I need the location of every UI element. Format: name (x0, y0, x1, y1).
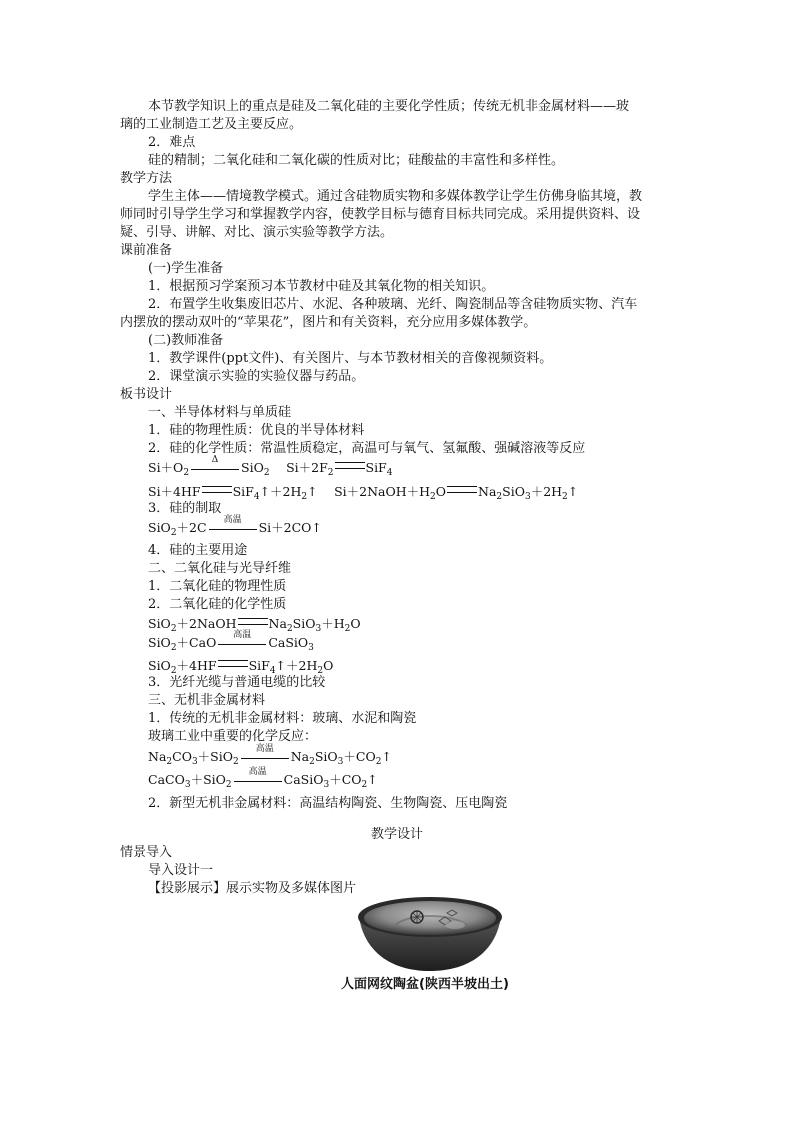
text-line: 【投影展示】展示实物及多媒体图片 (148, 881, 357, 896)
equation-sio2-naoh: SiO$_2$＋2NaOH $Na_2SiO_3+H_2O$ (148, 616, 361, 634)
text-line: 3．硅的制取 (148, 501, 222, 516)
photo-caption: 人面网纹陶盆(陕西半坡出土) (341, 977, 509, 992)
pottery-bowl-photo (355, 895, 505, 973)
text-line: 师同时引导学生学习和掌握教学内容，使教学目标与德育目标共同完成。采用提供资料、设 (120, 207, 641, 222)
condition-heat: Δ (191, 459, 239, 473)
condition-high-temp: 高温 (234, 771, 282, 785)
text-line: 2．新型无机非金属材料：高温结构陶瓷、生物陶瓷、压电陶瓷 (148, 796, 508, 811)
equation-sio2-cao: SiO$_2$＋CaO 高温 CaSiO$_3$ (148, 630, 314, 653)
text-line: 三、无机非金属材料 (148, 693, 266, 708)
text-line: 1．传统的无机非金属材料：玻璃、水泥和陶瓷 (148, 711, 417, 726)
text-line: 璃的工业制造工艺及主要反应。 (120, 117, 303, 132)
text-line: 4．硅的主要用途 (148, 543, 248, 558)
condition-high-temp: 高温 (209, 519, 257, 533)
section-heading: 课前准备 (120, 243, 173, 258)
text-line: 本节教学知识上的重点是硅及二氧化硅的主要化学性质；传统无机非金属材料——玻 (148, 99, 630, 114)
equation-glass-na2co3: $Na_2CO_3+SiO_2$ 高温 $Na_2SiO_3+CO_2↑$ (148, 744, 392, 767)
equation-si-production: SiO$_2$＋2C 高温 Si＋2CO↑ (148, 515, 322, 538)
text-line: 2．硅的化学性质：常温性质稳定，高温可与氧气、氢氟酸、强碱溶液等反应 (148, 441, 586, 456)
text-line: 内摆放的摆动双叶的“苹果花”，图片和有关资料，充分应用多媒体教学。 (120, 315, 537, 330)
text-line: 1．教学课件(ppt文件)、有关图片、与本节教材相关的音像视频资料。 (148, 351, 553, 366)
text-line: 一、半导体材料与单质硅 (148, 405, 292, 420)
text-line: 1．硅的物理性质：优良的半导体材料 (148, 423, 365, 438)
condition-high-temp: 高温 (241, 748, 289, 762)
text-line: 1．根据预习学案预习本节教材中硅及其氧化物的相关知识。 (148, 279, 495, 294)
text-line: (一)学生准备 (148, 261, 224, 276)
text-line: 1．二氧化硅的物理性质 (148, 579, 287, 594)
text-line: 二、二氧化硅与光导纤维 (148, 561, 292, 576)
equation-glass-caco3: CaCO$_3$＋SiO$_2$ 高温 $CaSiO_3+CO_2↑$ (148, 767, 378, 790)
text-line: 学生主体——情境教学模式。通过含硅物质实物和多媒体教学让学生仿佛身临其境，教 (148, 189, 643, 204)
equation-si-hf-naoh: Si＋4HF $SiF_4↑+2H_2↑$ $Si+2NaOH+H_2O$ $Na_2SiO_3+2H_2↑$ (148, 484, 579, 502)
condition-high-temp: 高温 (218, 634, 266, 648)
text-line: 3．光纤光缆与普通电缆的比较 (148, 675, 326, 690)
text-line: 硅的精制；二氧化硅和二氧化碳的性质对比；硅酸盐的丰富性和多样性。 (148, 153, 565, 168)
text-line: 疑、引导、讲解、对比、演示实验等教学方法。 (120, 225, 394, 240)
text-line: 导入设计一 (148, 863, 214, 878)
text-line: 2．二氧化硅的化学性质 (148, 597, 287, 612)
equation-si-oxygen: $Si+O_2$ Δ SiO$_2$ $Si+2F_2$ SiF$_4$ (148, 455, 393, 478)
section-heading: 情景导入 (120, 845, 173, 860)
text-line: 2．布置学生收集废旧芯片、水泥、各种玻璃、光纤、陶瓷制品等含硅物质实物、汽车 (148, 297, 638, 312)
text-line: 2．课堂演示实验的实验仪器与药品。 (148, 369, 365, 384)
text-line: (二)教师准备 (148, 333, 224, 348)
equation-sio2-hf: SiO$_2$＋4HF $SiF_4↑+2H_2O$ (148, 658, 334, 676)
section-heading: 教学方法 (120, 171, 173, 186)
section-heading: 板书设计 (120, 387, 173, 402)
text-line: 2．难点 (148, 135, 196, 150)
text-line: 玻璃工业中重要的化学反应： (148, 729, 318, 744)
section-title: 教学设计 (370, 827, 423, 842)
